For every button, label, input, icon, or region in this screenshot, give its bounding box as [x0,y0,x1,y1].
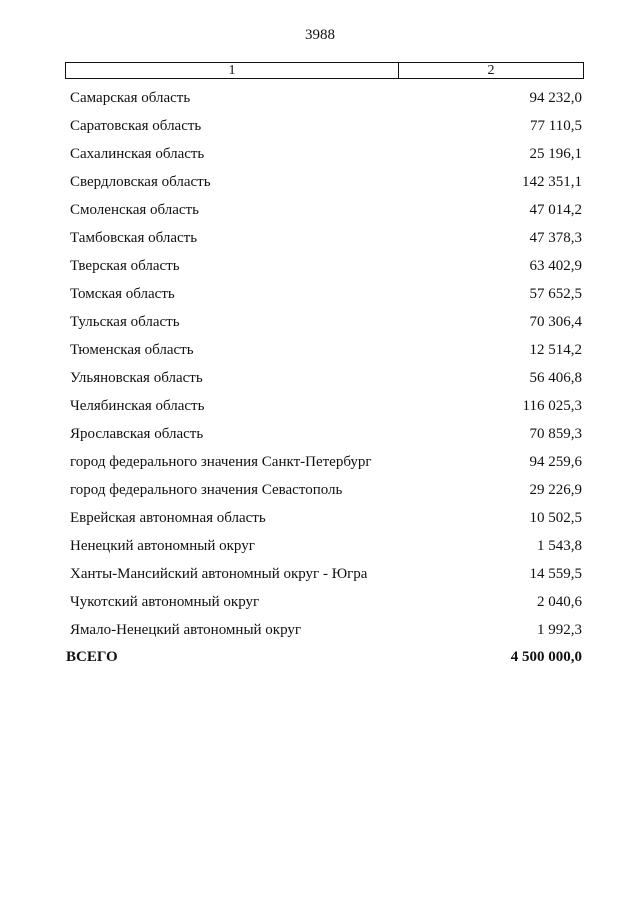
table-row [70,588,582,616]
row-value: 12 514,2 [529,341,582,358]
table-body [70,84,582,644]
row-value: 57 652,5 [529,285,582,302]
row-name: Еврейская автономная область [70,509,266,526]
row-name: Самарская область [70,89,191,106]
row-value: 94 259,6 [529,453,582,470]
header-col-2: 2 [487,63,495,78]
row-value: 14 559,5 [529,565,582,582]
table-row [70,420,582,448]
row-name: Саратовская область [70,117,202,134]
row-name: Ямало-Ненецкий автономный округ [70,621,302,638]
row-value: 94 232,0 [529,89,582,106]
row-value: 70 859,3 [529,425,582,442]
table-row [70,196,582,224]
row-name: Челябинская область [70,397,205,414]
table-row [70,504,582,532]
table-row [70,168,582,196]
row-name: Тверская область [70,257,180,274]
row-name: Ханты-Мансийский автономный округ - Югра [70,565,368,582]
row-value: 25 196,1 [529,145,582,162]
row-name: город федерального значения Севастополь [70,481,343,498]
row-name: город федерального значения Санкт-Петербург [70,453,372,470]
page-number: 3988 [305,27,335,43]
table-row [70,280,582,308]
table-row [70,336,582,364]
row-name: Ненецкий автономный округ [70,537,255,554]
row-value: 116 025,3 [522,397,582,414]
table-row [70,224,582,252]
table-row [70,560,582,588]
table-row [70,308,582,336]
header-col-1: 1 [66,63,399,78]
total-label: ВСЕГО [66,648,118,665]
table-row [70,616,582,644]
row-value: 1 543,8 [537,537,582,554]
row-value: 63 402,9 [529,257,582,274]
total-value: 4 500 000,0 [510,648,582,665]
table-row [70,532,582,560]
row-value: 77 110,5 [530,117,582,134]
table-row [70,476,582,504]
table-row [70,112,582,140]
row-name: Смоленская область [70,201,199,218]
row-value: 10 502,5 [529,509,582,526]
table-row [70,448,582,476]
row-name: Тамбовская область [70,229,198,246]
table-row [70,84,582,112]
row-value: 142 351,1 [522,173,582,190]
row-value: 56 406,8 [529,369,582,386]
total-row [66,645,582,669]
row-name: Сахалинская область [70,145,205,162]
row-value: 2 040,6 [537,593,582,610]
row-value: 47 378,3 [529,229,582,246]
row-name: Тюменская область [70,341,194,358]
table-row [70,140,582,168]
row-name: Томская область [70,285,175,302]
row-name: Тульская область [70,313,180,330]
table-header [65,62,584,79]
table-row [70,392,582,420]
row-name: Чукотский автономный округ [70,593,260,610]
row-value: 1 992,3 [537,621,582,638]
table-row [70,252,582,280]
row-name: Ярославская область [70,425,204,442]
row-value: 29 226,9 [529,481,582,498]
row-name: Свердловская область [70,173,211,190]
row-name: Ульяновская область [70,369,203,386]
row-value: 70 306,4 [529,313,582,330]
table-row [70,364,582,392]
row-value: 47 014,2 [529,201,582,218]
